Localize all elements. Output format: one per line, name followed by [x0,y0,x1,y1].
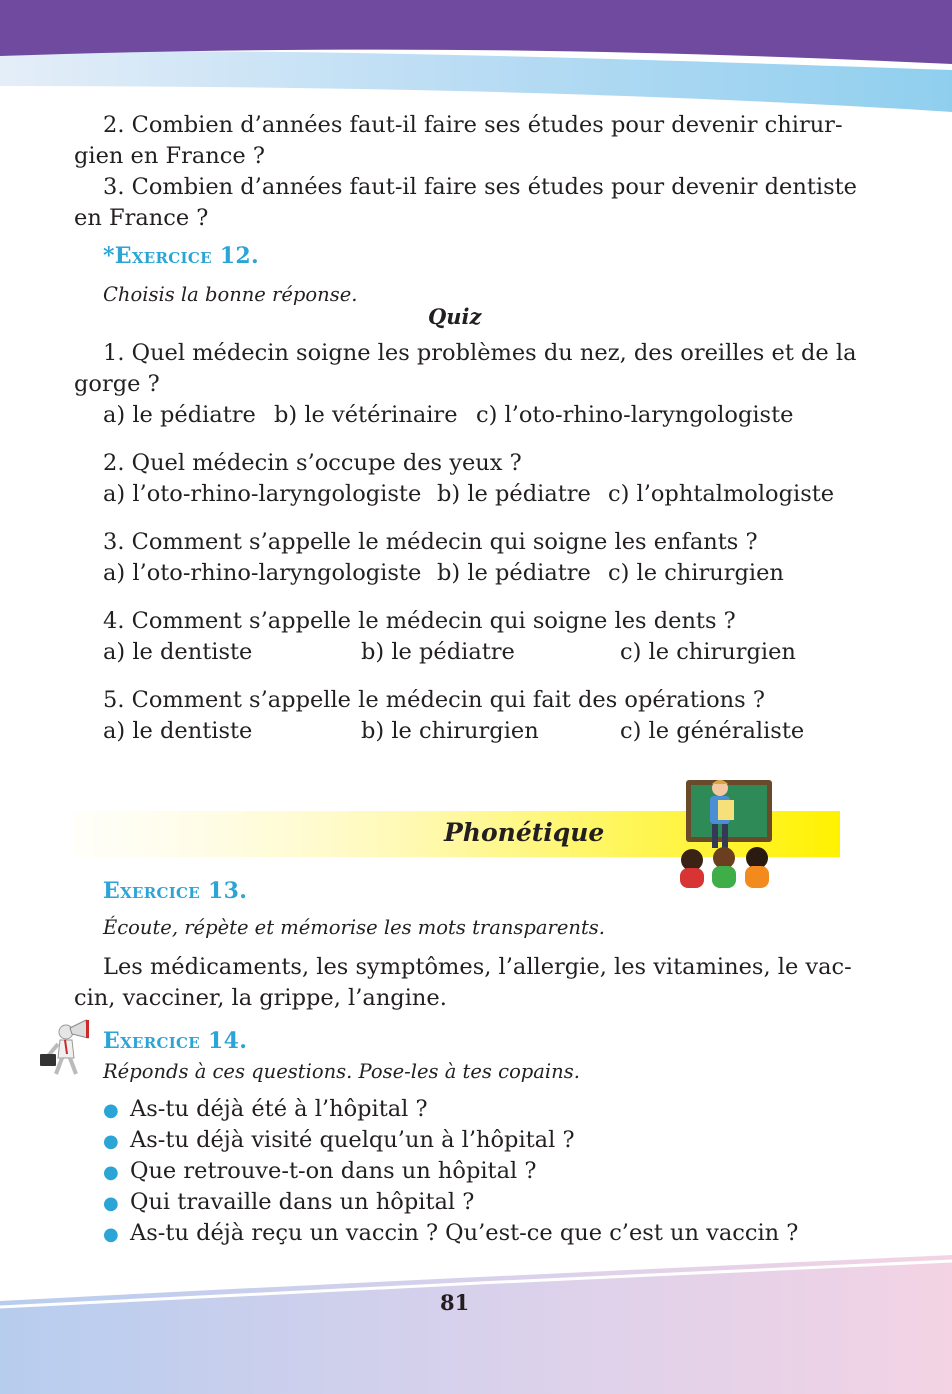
quiz-q1-option-b: b) le vétérinaire [274,402,458,428]
intro-question-3-line2: en France ? [74,205,209,231]
quiz-q3-option-b: b) le pédiatre [437,560,591,586]
exercise-12-title: *Exercice 12. [103,243,259,269]
page-header-decoration [0,0,952,112]
bullet-item [103,1156,536,1188]
quiz-q4-option-a: a) le dentiste [103,639,253,665]
quiz-q5-option-a: a) le dentiste [103,718,253,744]
quiz-question-1-line1: 1. Quel médecin soigne les problèmes du nez, des oreilles et de la [103,340,857,366]
quiz-title: Quiz [428,304,482,329]
intro-question-2-line1: 2. Combien d’années faut-il faire ses études pour devenir chirur- [103,112,843,138]
quiz-q3-option-c: c) le chirurgien [608,560,784,586]
bullet-text: Qui travaille dans un hôpital ? [130,1189,475,1215]
quiz-q4-option-c: c) le chirurgien [620,639,796,665]
bullet-item [103,1094,428,1126]
bullet-dot-icon: ● [103,1100,119,1121]
quiz-q1-option-c: c) l’oto-rhino-laryngologiste [476,402,794,428]
quiz-q1-option-a: a) le pédiatre [103,402,256,428]
exercise-13-text-line2: cin, vacciner, la grippe, l’angine. [74,985,447,1011]
quiz-question-4: 4. Comment s’appelle le médecin qui soigne les dents ? [103,608,736,634]
megaphone-figure-icon [36,1016,98,1078]
bullet-dot-icon: ● [103,1224,119,1245]
quiz-q2-option-c: c) l’ophtalmologiste [608,481,835,507]
quiz-question-2: 2. Quel médecin s’occupe des yeux ? [103,450,522,476]
bullet-dot-icon: ● [103,1131,119,1152]
intro-question-3-line1: 3. Combien d’années faut-il faire ses études pour devenir dentiste [103,174,858,200]
quiz-q5-option-c: c) le généraliste [620,718,805,744]
bullet-dot-icon: ● [103,1162,119,1183]
quiz-q4-option-b: b) le pédiatre [361,639,515,665]
page-footer-decoration [0,1255,952,1394]
exercise-13-text-line1: Les médicaments, les symptômes, l’allergie, les vitamines, le vac- [103,954,852,980]
quiz-question-5: 5. Comment s’appelle le médecin qui fait des opérations ? [103,687,765,713]
quiz-question-1-line2: gorge ? [74,371,160,397]
quiz-q2-option-a: a) l’oto-rhino-laryngologiste [103,481,422,507]
bullet-dot-icon: ● [103,1193,119,1214]
teacher-classroom-illustration [674,774,778,892]
bullet-item [103,1125,575,1157]
bullet-text: As-tu déjà été à l’hôpital ? [130,1096,428,1122]
quiz-q5-option-b: b) le chirurgien [361,718,539,744]
exercise-13-instruction: Écoute, répète et mémorise les mots transparents. [103,916,606,939]
phonetique-title: Phonétique [444,818,605,847]
bullet-text: As-tu déjà visité quelqu’un à l’hôpital ? [130,1127,575,1153]
bullet-text: Que retrouve-t-on dans un hôpital ? [130,1158,537,1184]
bullet-item [103,1187,474,1219]
exercise-14-title: Exercice 14. [103,1028,248,1054]
exercise-14-instruction: Réponds à ces questions. Pose-les à tes copains. [103,1060,580,1083]
quiz-q2-option-b: b) le pédiatre [437,481,591,507]
bullet-text: As-tu déjà reçu un vaccin ? Qu’est-ce que c’est un vaccin ? [130,1220,799,1246]
exercise-13-title: Exercice 13. [103,878,248,904]
exercise-12-instruction: Choisis la bonne réponse. [103,283,358,306]
quiz-question-3: 3. Comment s’appelle le médecin qui soigne les enfants ? [103,529,758,555]
intro-question-2-line2: gien en France ? [74,143,265,169]
page-number: 81 [440,1290,470,1315]
quiz-q3-option-a: a) l’oto-rhino-laryngologiste [103,560,422,586]
bullet-item [103,1218,798,1250]
